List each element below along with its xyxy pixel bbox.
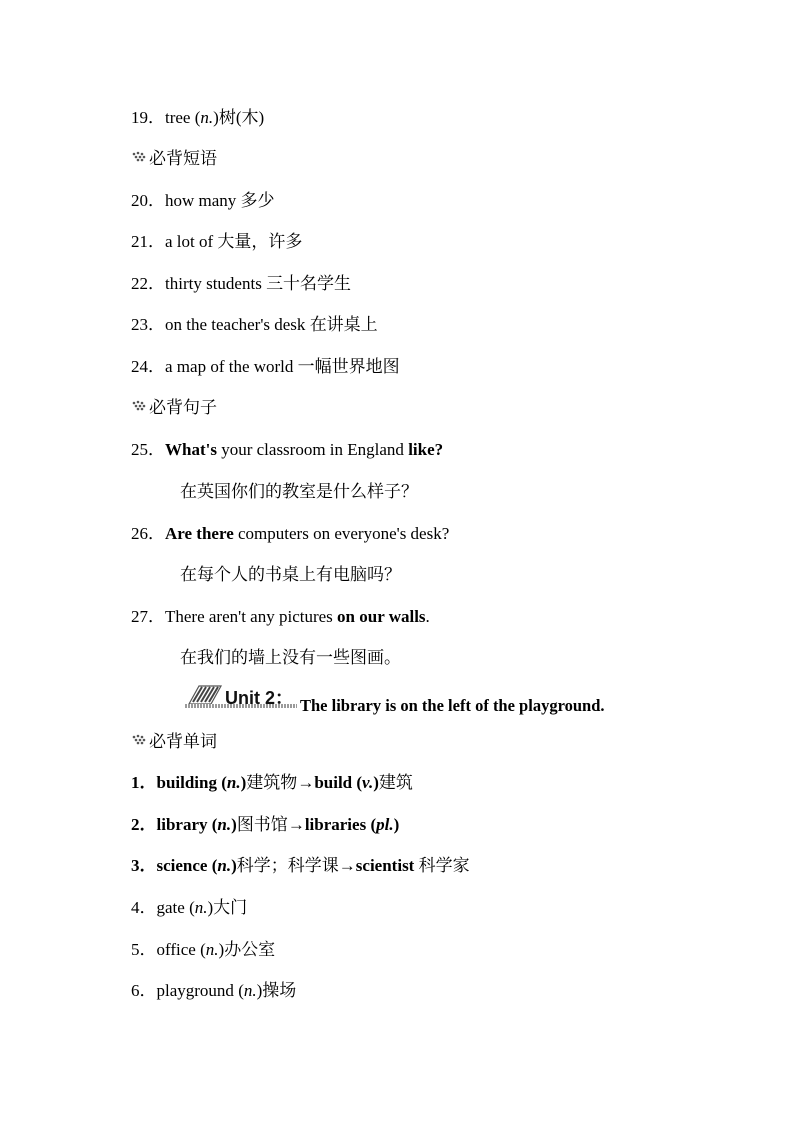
word-seg: 大门 (213, 898, 248, 917)
word-item-1 (131, 773, 413, 793)
word-seg: 办公室 (224, 940, 276, 959)
item-number: 25． (131, 440, 165, 459)
word-seg: n. (243, 981, 257, 1000)
sentence-part: What's (165, 440, 217, 459)
word-seg: ( (189, 898, 195, 917)
item-pos: n. (200, 108, 214, 127)
word-seg: ( (370, 815, 377, 834)
sentence-part: . (425, 607, 430, 626)
word-seg: n. (217, 856, 232, 875)
word-seg: ) (231, 856, 237, 875)
sentence-part: your classroom in England (216, 440, 409, 459)
word-seg: ) (373, 773, 379, 792)
word-seg: ) (240, 773, 247, 792)
word-seg: ) (207, 898, 214, 917)
word-seg: →build (297, 773, 357, 792)
sentence-part: computers on everyone's desk? (233, 524, 450, 543)
sentence-item-25 (131, 440, 443, 460)
word-seg: ( (221, 773, 227, 792)
section-heading-text: 必背句子 (149, 398, 217, 417)
word-item-6 (131, 981, 296, 1001)
phrase-text: a map of the world (165, 357, 294, 376)
word-seg: n. (205, 940, 219, 959)
word-item-5 (131, 940, 275, 960)
word-seg: gate (156, 898, 190, 917)
sentence-part: There aren't any pictures (165, 607, 338, 626)
vocab-item-19 (131, 108, 264, 128)
item-meaning: 树(木) (218, 108, 265, 127)
word-seg: 科学家 (418, 856, 470, 875)
phrase-meaning: 三十名学生 (266, 274, 352, 293)
item-number: 5． (131, 940, 157, 959)
word-seg: ) (256, 981, 263, 1000)
word-seg: 建筑物 (246, 773, 298, 792)
item-number: 3． (131, 856, 157, 875)
word-seg: →libraries (287, 815, 371, 834)
sentence-item-26 (131, 524, 449, 544)
word-seg: n. (226, 773, 241, 792)
phrase-item-22 (131, 274, 351, 294)
pos-close: ) (213, 108, 219, 127)
unit-title: The library is on the left of the playground. (300, 696, 605, 715)
word-seg: ( (238, 981, 244, 1000)
word-seg: science (156, 856, 212, 875)
phrase-item-23 (131, 315, 378, 335)
word-seg: v. (362, 773, 374, 792)
section-heading-text: 必背单词 (149, 732, 217, 751)
word-item-2 (131, 815, 399, 835)
sparkle-icon (131, 149, 149, 169)
item-number: 1． (131, 773, 157, 792)
sparkle-icon (131, 398, 149, 418)
unit-banner (185, 682, 655, 715)
section-heading-words (131, 732, 217, 752)
word-seg: 图书馆 (236, 815, 288, 834)
section-heading-phrases (131, 149, 217, 169)
sentence-translation-27: 在我们的墙上没有一些图画。 (180, 648, 401, 667)
word-item-4 (131, 898, 247, 918)
word-seg: 科学；科学课 (236, 856, 339, 875)
word-seg: →scientist (338, 856, 419, 875)
word-seg: building (156, 773, 222, 792)
item-number: 26． (131, 524, 165, 543)
phrase-meaning: 多少 (240, 191, 275, 210)
phrase-item-24 (131, 357, 400, 377)
item-number: 24． (131, 357, 165, 376)
word-seg: n. (194, 898, 208, 917)
item-number: 27． (131, 607, 165, 626)
word-seg: ( (211, 815, 218, 834)
word-seg: ( (200, 940, 206, 959)
section-heading-sentences (131, 398, 217, 418)
phrase-text: thirty students (165, 274, 262, 293)
sentence-translation-25: 在英国你们的教室是什么样子？ (180, 482, 418, 501)
word-seg: ) (218, 940, 225, 959)
word-seg: ( (211, 856, 218, 875)
word-seg: ) (393, 815, 400, 834)
unit-label: Unit 2： (225, 688, 294, 708)
phrase-text: on the teacher's desk (165, 315, 306, 334)
phrase-meaning: 在讲桌上 (309, 315, 378, 334)
item-number: 4． (131, 898, 157, 917)
item-number: 21． (131, 232, 165, 251)
item-number: 20． (131, 191, 165, 210)
item-word: tree (165, 108, 191, 127)
phrase-item-20 (131, 191, 275, 211)
item-number: 22． (131, 274, 165, 293)
pos-open: ( (194, 108, 201, 127)
sparkle-icon (131, 732, 149, 752)
word-seg: office (156, 940, 201, 959)
word-seg: n. (217, 815, 232, 834)
item-number: 23． (131, 315, 165, 334)
phrase-meaning: 大量，许多 (217, 232, 303, 251)
phrase-meaning: 一幅世界地图 (297, 357, 400, 376)
sentence-item-27 (131, 607, 430, 627)
word-seg: playground (156, 981, 239, 1000)
sentence-part: like? (408, 440, 444, 459)
word-item-3 (131, 856, 470, 876)
phrase-text: how many (165, 191, 237, 210)
phrase-item-21 (131, 232, 302, 252)
phrase-text: a lot of (165, 232, 214, 251)
sentence-part: Are there (165, 524, 234, 543)
item-number: 2． (131, 815, 157, 834)
section-heading-text: 必背短语 (149, 149, 217, 168)
word-seg: library (156, 815, 212, 834)
word-seg: ( (356, 773, 363, 792)
word-seg: 操场 (262, 981, 297, 1000)
word-seg: ) (231, 815, 237, 834)
item-number: 19． (131, 108, 165, 127)
word-seg: 建筑 (378, 773, 413, 792)
item-number: 6． (131, 981, 157, 1000)
word-seg: pl. (376, 815, 394, 834)
sentence-translation-26: 在每个人的书桌上有电脑吗？ (180, 565, 401, 584)
sentence-part: on our walls (337, 607, 426, 626)
